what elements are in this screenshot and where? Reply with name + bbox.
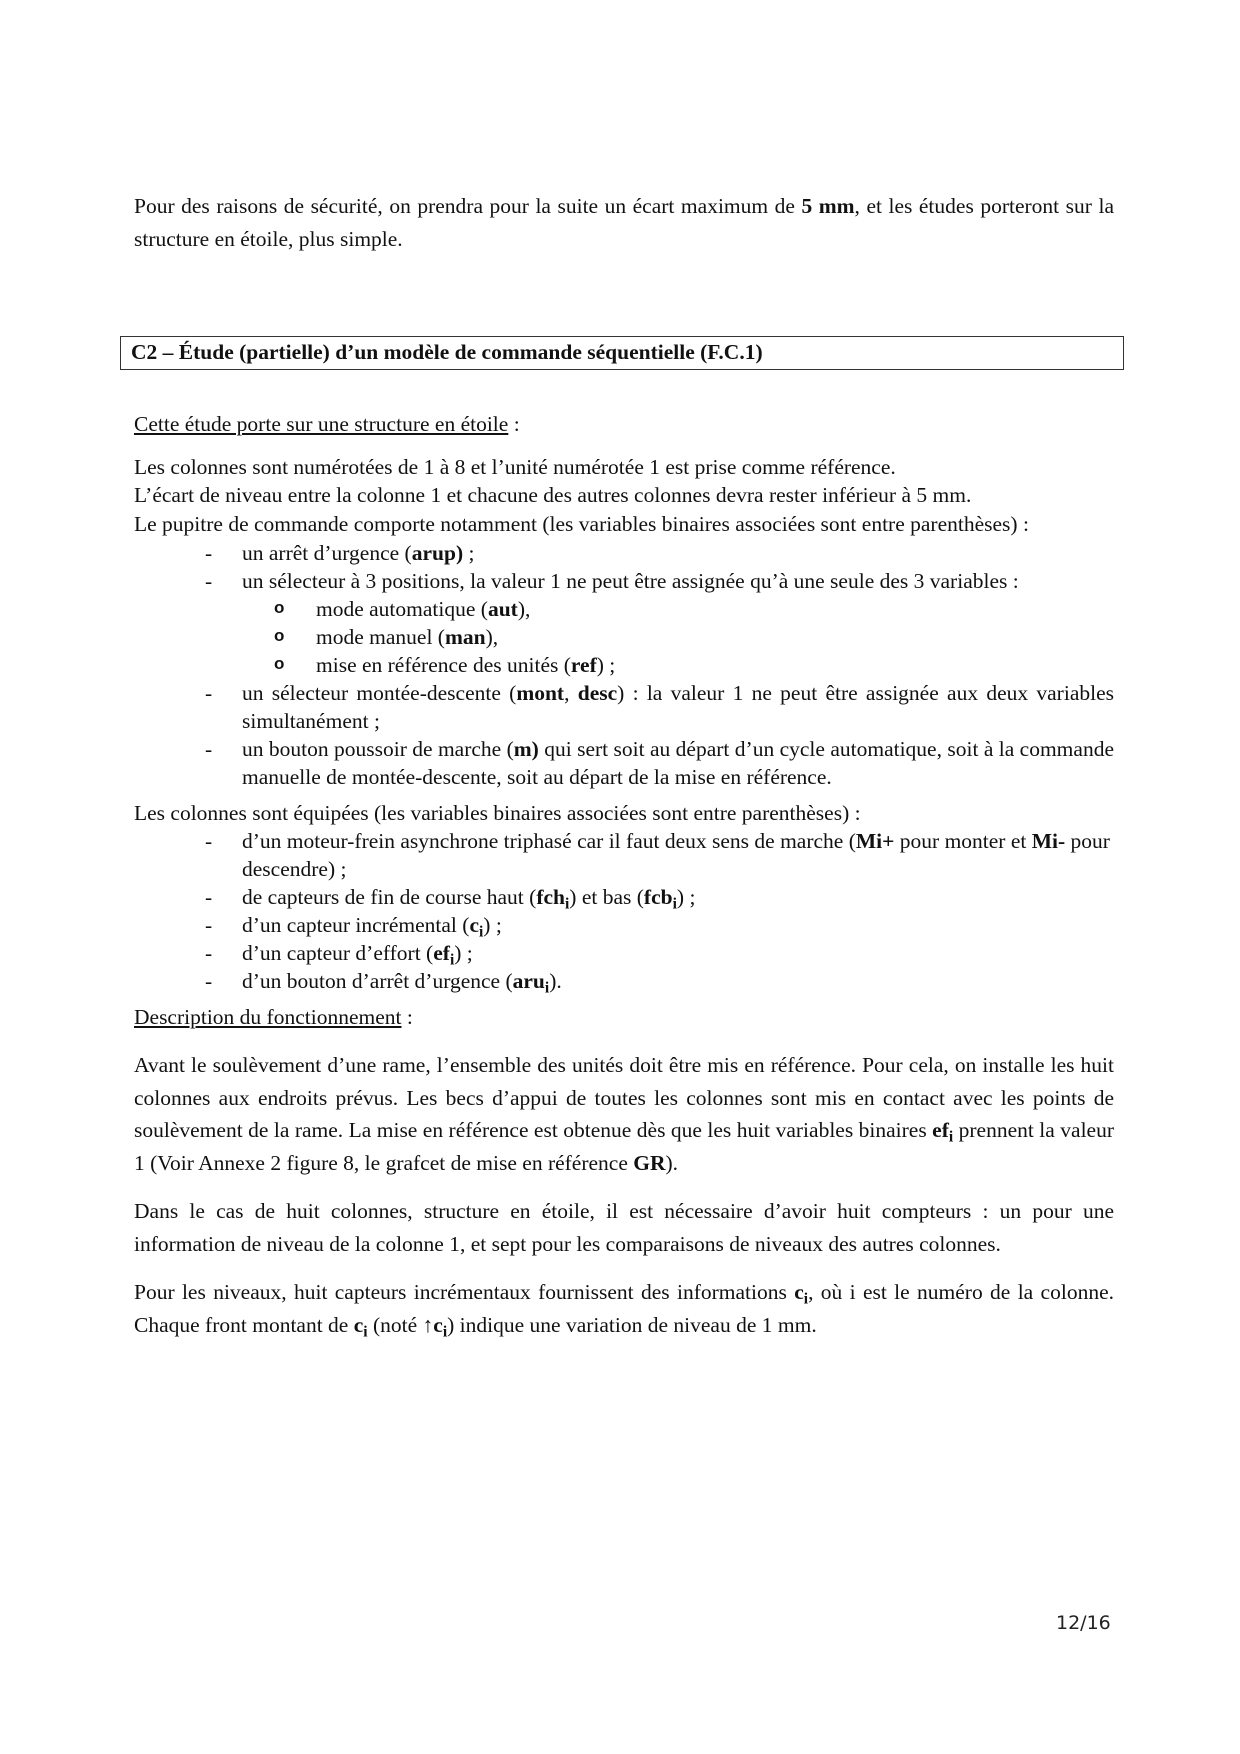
list-item: - un arrêt d’urgence (arup) ; <box>134 539 1114 567</box>
mode-sublist <box>242 595 1114 679</box>
list-item: - d’un capteur incrémental $(c_i)$ ; <box>134 911 1114 939</box>
list-item: - de capteurs de fin de course haut (fch$_i$) et bas (fcb$_i$) ; <box>134 883 1114 911</box>
colonnes-intro: Les colonnes sont équipées (les variables binaires associées sont entre parenthèses) : <box>134 801 861 825</box>
study-line-2: L’écart de niveau entre la colonne 1 et chacune des autres colonnes devra rester inférieur à 5 mm. <box>134 483 972 507</box>
description-heading: Description du fonctionnement : <box>134 1005 413 1029</box>
list-item: - d’un moteur-frein asynchrone triphasé car il faut deux sens de marche (Mi+ pour monter et Mi- pour descendre) ; <box>134 827 1114 883</box>
list-item: - d’un capteur d’effort $(ef_i)$ ; <box>134 939 1114 967</box>
list-item: - un bouton poussoir de marche (m) qui sert soit au départ d’un cycle automatique, soit à la commande manuelle de montée-descente, soit au départ de la mise en référence. <box>134 735 1114 791</box>
list-item: - un sélecteur montée-descente (mont, desc) : la valeur 1 ne peut être assignée aux deux variables simultanément ; <box>134 679 1114 735</box>
study-line-3: Le pupitre de commande comporte notamment (les variables binaires associées sont entre parenthèses) : <box>134 512 1029 536</box>
list-item: - d’un bouton d’arrêt d’urgence (aru$_i$). <box>134 967 1114 995</box>
pupitre-list <box>134 539 1114 791</box>
study-line-1: Les colonnes sont numérotées de 1 à 8 et l’unité numérotée 1 est prise comme référence. <box>134 455 896 479</box>
list-item: o mise en référence des unités (ref) ; <box>242 651 1114 679</box>
study-heading: Cette étude porte sur une structure en étoile : <box>134 412 520 436</box>
list-item: - un sélecteur à 3 positions, la valeur 1 ne peut être assignée qu’à une seule des 3 variables : o mode automatique (aut), o mode manuel (man), o mise en référence des unités (ref) ; <box>134 567 1114 679</box>
list-item: o mode manuel (man), <box>242 623 1114 651</box>
description-paragraph-2: Dans le cas de huit colonnes, structure en étoile, il est nécessaire d’avoir huit compteurs : un pour une information de niveau de la colonne 1, et sept pour les comparaisons de niveaux des autres colonnes. <box>134 1199 1114 1256</box>
intro-paragraph: Pour des raisons de sécurité, on prendra pour la suite un écart maximum de 5 mm, et les études porteront sur la structure en étoile, plus simple. <box>134 194 1114 251</box>
section-title-box <box>120 336 1124 370</box>
colonnes-list <box>134 827 1114 995</box>
study-block <box>134 410 1114 1341</box>
page-number: 12/16 <box>1056 1612 1111 1634</box>
description-paragraph-3: Pour les niveaux, huit capteurs incrémentaux fournissent des informations $c_i$, où i est le numéro de la colonne. Chaque front montant de $c_i$ (noté $↑c_i$) indique une variation de niveau de 1 mm. <box>134 1280 1114 1340</box>
section-title: C2 – Étude (partielle) d’un modèle de commande séquentielle (F.C.1) <box>131 340 763 364</box>
description-paragraph-1: Avant le soulèvement d’une rame, l’ensemble des unités doit être mis en référence. Pour cela, on installe les huit colonnes aux endroits prévus. Les becs d’appui de toutes les colonnes sont mis en contact avec les points de soulèvement de la rame. La mise en référence est obtenue dès que les huit variables binaires $ef_i$ prennent la valeur 1 (Voir Annexe 2 figure 8, le grafcet de mise en référence GR). <box>134 1053 1114 1175</box>
list-item: o mode automatique (aut), <box>242 595 1114 623</box>
